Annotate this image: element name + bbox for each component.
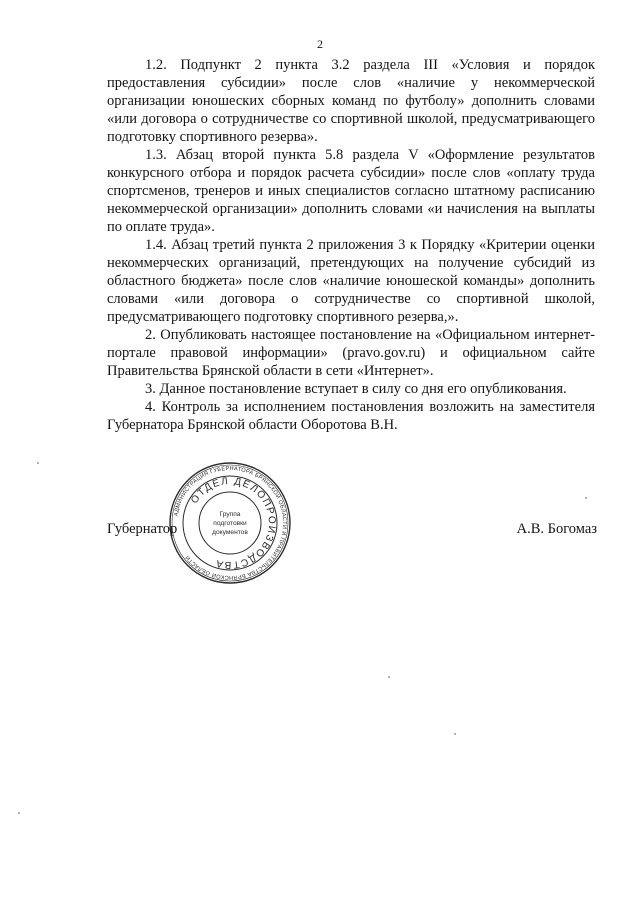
scan-speck xyxy=(37,462,39,464)
signatory-title: Губернатор xyxy=(107,521,178,537)
paragraph-1-2: 1.2. Подпункт 2 пункта 3.2 раздела III «Условия и порядок предоставления субсидии» после слов «наличие у некоммерческой организации юношеских сборных команд по футболу» дополнить словами «или договора о сотрудничестве со спортивной школой, предусматривающего подготовку спортивного резерва». xyxy=(107,57,595,145)
scan-speck xyxy=(18,812,20,814)
page-number: 2 xyxy=(317,37,323,51)
scan-speck xyxy=(585,497,587,499)
scan-speck xyxy=(454,733,456,735)
document-body xyxy=(107,56,595,434)
paragraph-2: 2. Опубликовать настоящее постановление на «Официальном интернет-портале правовой информации» (pravo.gov.ru) и официальном сайте Правительства Брянской области в сети «Интернет». xyxy=(107,327,595,379)
scan-speck xyxy=(388,676,390,678)
paragraph-1-4: 1.4. Абзац третий пункта 2 приложения 3 к Порядку «Критерии оценки некоммерческих организаций, претендующих на получение субсидий из областного бюджета» после слов «наличие юношеской команды» дополнить словами «или договора о сотрудничестве со спортивной школой, предусматривающего подготовку спортивного резерва,». xyxy=(107,237,595,325)
paragraph-4: 4. Контроль за исполнением постановления возложить на заместителя Губернатора Брянской области Оборотова В.Н. xyxy=(107,399,595,433)
stamp-center-line-2: подготовки xyxy=(213,520,247,527)
signatory-name: А.В. Богомаз xyxy=(516,521,597,537)
stamp-center-line-1: Группа xyxy=(219,511,241,518)
official-stamp xyxy=(168,461,292,585)
paragraph-1-3: 1.3. Абзац второй пункта 5.8 раздела V «Оформление результатов конкурсного отбора и порядок расчета субсидии» после слов «оплату труда спортсменов, тренеров и иных специалистов согласно штатному расписанию некоммерческой организации» дополнить словами «и начисления на выплаты по оплате труда». xyxy=(107,147,595,235)
stamp-inner-text: ОТДЕЛ ДЕЛОПРОИЗВОДСТВА xyxy=(189,475,278,571)
stamp-outer-text: АДМИНИСТРАЦИЯ ГУБЕРНАТОРА БРЯНСКОЙ ОБЛАСТИ И ПРАВИТЕЛЬСТВА БРЯНСКОЙ ОБЛАСТИ xyxy=(173,465,288,581)
paragraph-3: 3. Данное постановление вступает в силу со дня его опубликования. xyxy=(145,381,567,397)
stamp-center-line-3: документов xyxy=(212,529,248,536)
